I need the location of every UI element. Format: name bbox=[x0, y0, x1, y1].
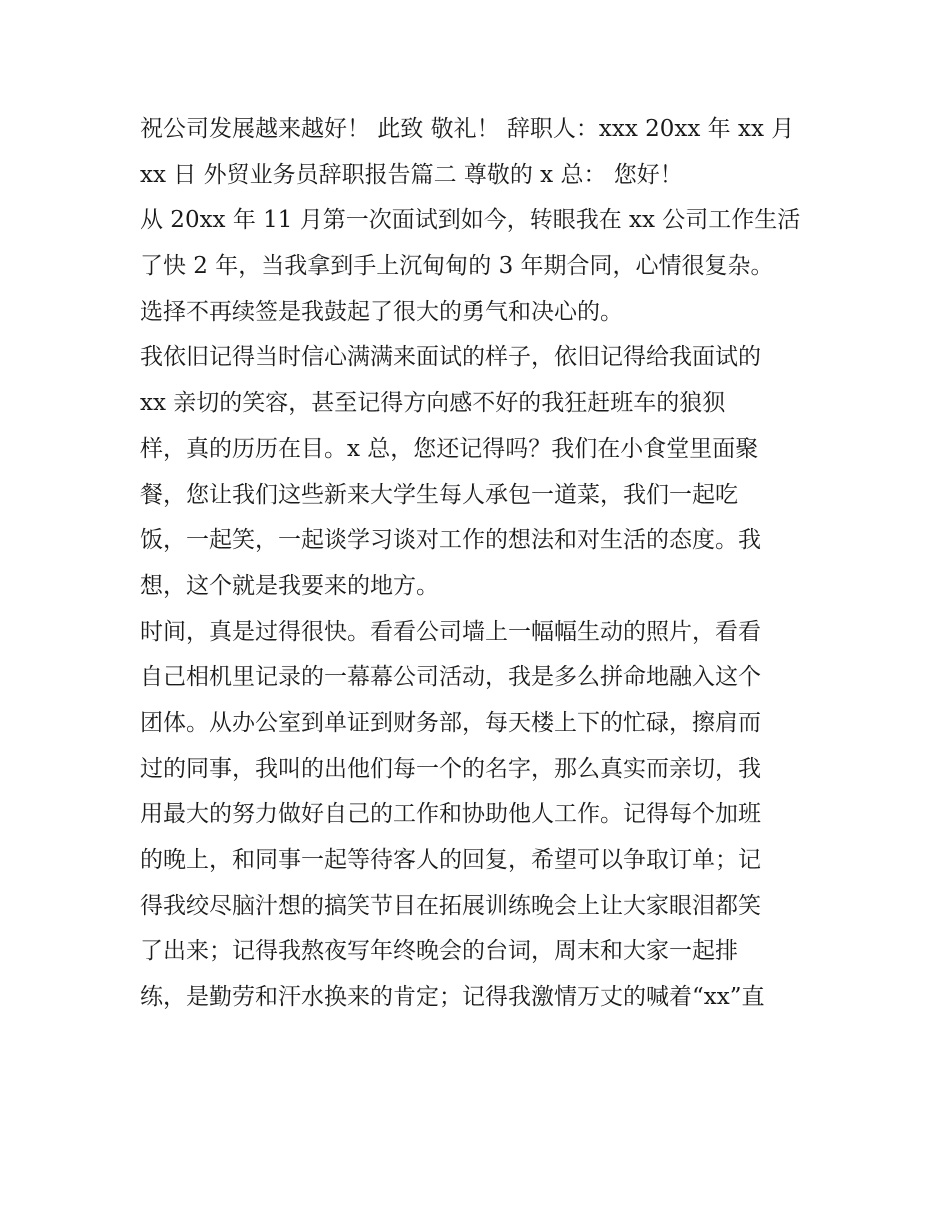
text-line: 餐，您让我们这些新来大学生每人承包一道菜，我们一起吃 bbox=[140, 481, 738, 508]
text-line: 了出来；记得我熬夜写年终晚会的台词，周末和大家一起排 bbox=[140, 938, 738, 965]
text-line: xx 日 外贸业务员辞职报告篇二 尊敬的 x 总： 您好！ bbox=[140, 161, 683, 188]
text-line: 自己相机里记录的一幕幕公司活动，我是多么拼命地融入这个 bbox=[140, 664, 761, 691]
text-line: 团体。从办公室到单证到财务部，每天楼上下的忙碌，擦肩而 bbox=[140, 709, 761, 736]
text-line: 从 20xx 年 11 月第一次面试到如今，转眼我在 xx 公司工作生活 bbox=[140, 207, 801, 234]
text-line: 得我绞尽脑汁想的搞笑节目在拓展训练晚会上让大家眼泪都笑 bbox=[140, 892, 761, 919]
body-text bbox=[140, 107, 820, 1021]
text-line: 练，是勤劳和汗水换来的肯定；记得我激情万丈的喊着“xx”直 bbox=[140, 984, 765, 1011]
text-line: xx 亲切的笑容，甚至记得方向感不好的我狂赶班车的狼狈 bbox=[140, 390, 726, 417]
text-line: 时间，真是过得很快。看看公司墙上一幅幅生动的照片，看看 bbox=[140, 618, 761, 645]
text-line: 用最大的努力做好自己的工作和协助他人工作。记得每个加班 bbox=[140, 801, 761, 828]
text-line: 饭，一起笑，一起谈学习谈对工作的想法和对生活的态度。我 bbox=[140, 527, 761, 554]
text-line: 想，这个就是我要来的地方。 bbox=[140, 572, 439, 599]
text-line: 选择不再续签是我鼓起了很大的勇气和决心的。 bbox=[140, 298, 623, 325]
text-line: 样，真的历历在目。x 总，您还记得吗？我们在小食堂里面聚 bbox=[140, 435, 759, 462]
text-line: 祝公司发展越来越好！ 此致 敬礼！ 辞职人：xxx 20xx 年 xx 月 bbox=[140, 116, 795, 142]
text-line: 了快 2 年，当我拿到手上沉甸甸的 3 年期合同，心情很复杂。 bbox=[140, 253, 774, 280]
text-line: 我依旧记得当时信心满满来面试的样子，依旧记得给我面试的 bbox=[140, 344, 761, 371]
text-line: 的晚上，和同事一起等待客人的回复，希望可以争取订单；记 bbox=[140, 847, 761, 873]
text-line: 过的同事，我叫的出他们每一个的名字，那么真实而亲切，我 bbox=[140, 755, 761, 782]
